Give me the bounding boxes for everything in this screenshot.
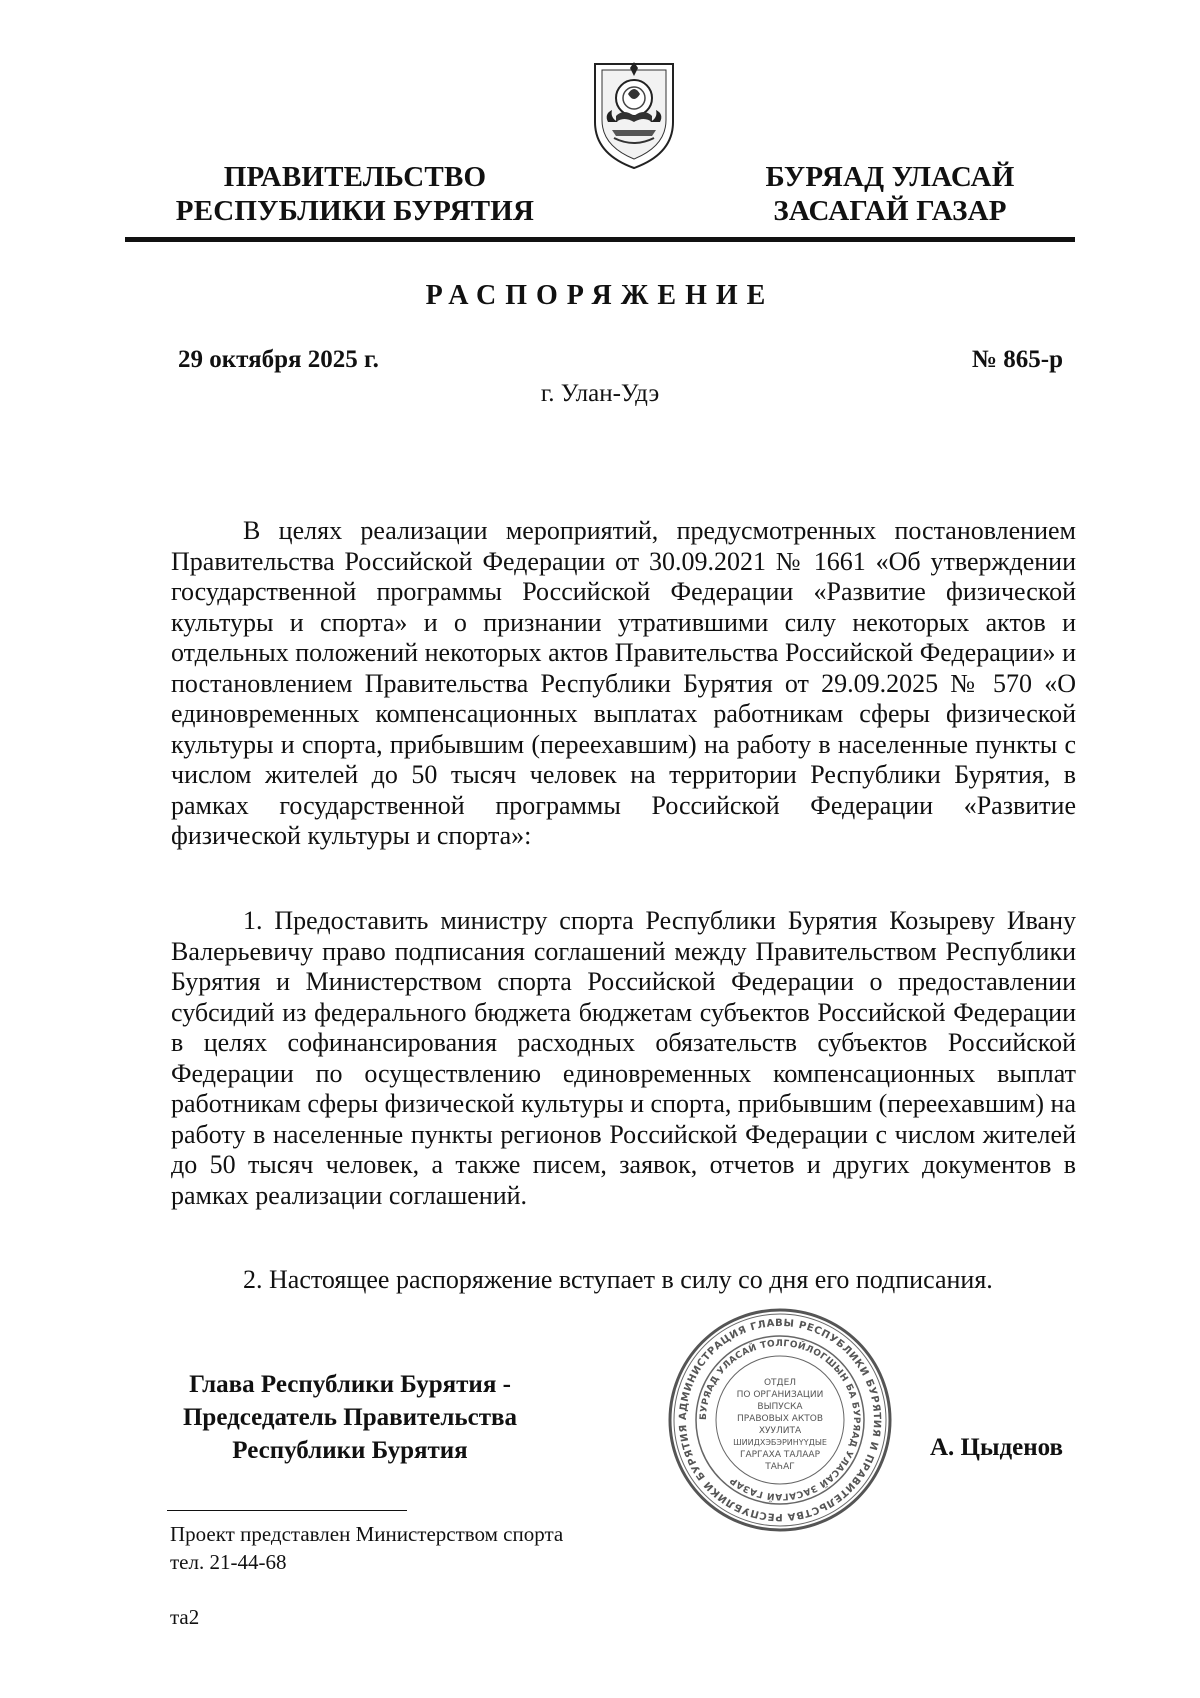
page-code: та2 xyxy=(170,1605,200,1629)
document-date: 29 октября 2025 г. xyxy=(178,346,379,373)
footnote-line-1: Проект представлен Министерством спорта xyxy=(170,1522,564,1546)
stamp-outer-text: АДМИНИСТРАЦИЯ ГЛАВЫ РЕСПУБЛИКИ БУРЯТИЯ И ПРАВИТЕЛЬСТВА РЕСПУБЛИКИ БУРЯТИЯ xyxy=(677,1317,883,1523)
stamp-center-line: ПО ОРГАНИЗАЦИИ xyxy=(736,1390,824,1400)
footnote-divider xyxy=(167,1510,407,1511)
document-type: РАСПОРЯЖЕНИЕ xyxy=(425,280,775,311)
item-2-paragraph xyxy=(171,1265,1076,1296)
government-name-buryat-line-2: ЗАСАГАЙ ГАЗАР xyxy=(773,195,1007,227)
document-city: г. Улан-Удэ xyxy=(540,380,660,407)
signer-name: А. Цыденов xyxy=(930,1434,1064,1461)
signer-title-line-3: Республики Бурятия xyxy=(232,1437,468,1464)
official-stamp xyxy=(665,1305,895,1535)
footnote xyxy=(170,1520,563,1576)
stamp-center-line: ОТДЕЛ xyxy=(763,1378,797,1388)
stamp-inner-text: БУРЯАД УЛАСАЙ ТОЛГОЙЛОГШЫН БА БУРЯАД УЛАСАЙ ЗАСАГАЙ ГАЗАР xyxy=(698,1338,862,1502)
stamp-center-line: ХУУЛИТА xyxy=(758,1426,802,1436)
government-name-russian xyxy=(170,160,540,228)
stamp-center-line: ТАҺАГ xyxy=(765,1462,795,1472)
item-1-paragraph xyxy=(171,906,1076,1211)
preamble-text: В целях реализации мероприятий, предусмотренных постановлением Правительства Российской Федерации от 30.09.2021 № 1661 «Об утверждении государственной программы Российской Федерации «Развитие физической культуры и спорта» и о признании утратившими силу некоторых актов и отдельных положений некоторых актов Правительства Российской Федерации» и постановлением Правительства Республики Бурятия от 29.09.2025 № 570 «О единовременных компенсационных выплатах работникам сферы физической культуры и спорта, прибывшим (переехавшим) на работу в населенные пункты с числом жителей до 50 тысяч человек на территории Республики Бурятия, в рамках государственной программы Российской Федерации «Развитие физической культуры и спорта»: xyxy=(171,516,1076,850)
stamp-center-line: ВЫПУСКА xyxy=(757,1402,803,1412)
government-name-buryat xyxy=(745,160,1035,228)
government-name-line-1: ПРАВИТЕЛЬСТВО xyxy=(223,161,487,193)
document-number: № 865-р xyxy=(971,346,1063,373)
item-2-text: 2. Настоящее распоряжение вступает в силу со дня его подписания. xyxy=(243,1265,993,1294)
government-name-line-2: РЕСПУБЛИКИ БУРЯТИЯ xyxy=(175,195,535,227)
signer-title-line-2: Председатель Правительства xyxy=(182,1404,518,1431)
stamp-center-line: ПРАВОВЫХ АКТОВ xyxy=(736,1414,824,1424)
coat-of-arms-icon xyxy=(592,56,676,172)
stamp-center-line: ГАРГАХА ТАЛААР xyxy=(739,1450,821,1460)
signer-title-line-1: Глава Республики Бурятия - xyxy=(189,1371,511,1398)
footnote-line-2: тел. 21-44-68 xyxy=(170,1550,287,1574)
signer-title xyxy=(150,1368,550,1467)
item-1-text: 1. Предоставить министру спорта Республики Бурятия Козыреву Ивану Валерьевичу право подписания соглашений между Правительством Республики Бурятия и Министерством спорта Российской Федерации о предоставлении субсидий из федерального бюджета бюджетам субъектов Российской Федерации в целях софинансирования расходных обязательств субъектов Российской Федерации по осуществлению единовременных компенсационных выплат работникам сферы физической культуры и спорта, прибывшим (переехавшим) на работу в населенные пункты регионов Российской Федерации с числом жителей до 50 тысяч человек, а также писем, заявок, отчетов и других документов в рамках реализации соглашений. xyxy=(171,906,1076,1210)
header-divider xyxy=(125,237,1075,242)
government-name-buryat-line-1: БУРЯАД УЛАСАЙ xyxy=(765,161,1015,193)
preamble-paragraph xyxy=(171,516,1076,852)
stamp-center-line: ШИИДХЭБЭРИНҮҮДЫЕ xyxy=(733,1438,827,1447)
